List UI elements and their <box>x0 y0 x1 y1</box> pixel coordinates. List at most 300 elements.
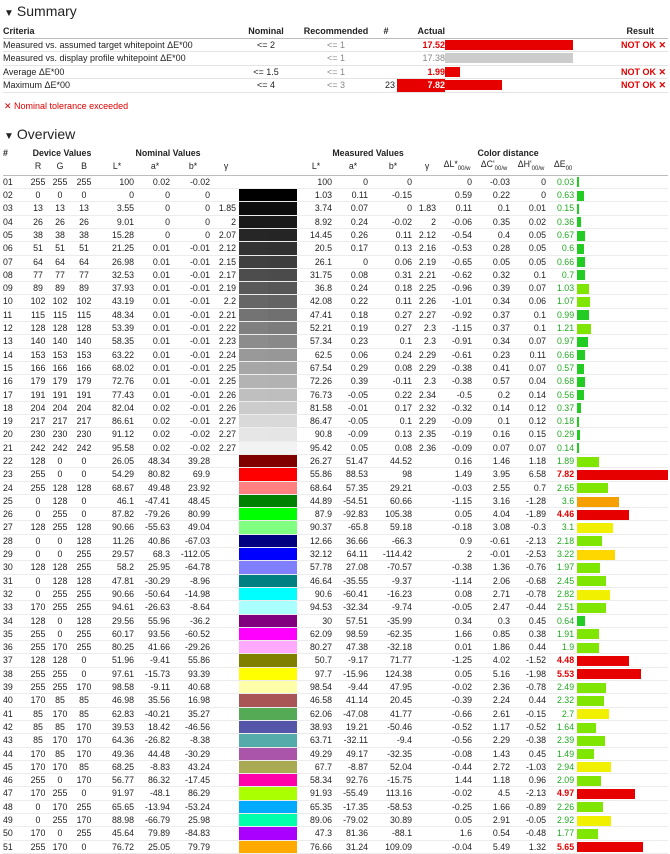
cell: -9.11 <box>137 681 173 694</box>
cell: -17.45 <box>173 774 213 787</box>
cell: 0 <box>27 574 49 587</box>
cell: 18 <box>3 401 27 414</box>
cell: 07 <box>3 255 27 268</box>
cell: 2.26 <box>213 401 239 414</box>
cell <box>213 667 239 680</box>
cell <box>213 814 239 827</box>
cell: 98.59 <box>335 627 371 640</box>
cell: 64.11 <box>335 548 371 561</box>
cell: 255 <box>71 175 97 188</box>
cell: 85 <box>27 720 49 733</box>
cell: 0.01 <box>137 308 173 321</box>
cell: -2.53 <box>513 548 549 561</box>
color-swatch <box>239 482 297 494</box>
cell: -64.78 <box>173 561 213 574</box>
delta-c-header: $\Delta C'_{00/w}$ <box>480 159 508 172</box>
cell: -0.01 <box>173 322 213 335</box>
nominal-values-header: Nominal Values <box>135 148 201 158</box>
delta-e-bar <box>577 204 579 214</box>
cell: 0.06 <box>371 255 415 268</box>
color-swatch <box>239 561 297 573</box>
cell: 32.12 <box>297 548 335 561</box>
cell: 57.51 <box>335 614 371 627</box>
color-swatch <box>239 827 297 839</box>
cell: 2.27 <box>213 441 239 454</box>
cell: 2.16 <box>415 242 439 255</box>
cell: 3.6 <box>549 494 577 507</box>
cell: 2.06 <box>475 574 513 587</box>
cell: 255 <box>49 814 71 827</box>
overview-heading[interactable]: ▼ Overview <box>4 126 76 142</box>
cell <box>213 747 239 760</box>
cell: 58.34 <box>297 774 335 787</box>
collapse-triangle-icon[interactable]: ▼ <box>4 8 14 19</box>
cell <box>415 641 439 654</box>
cell: 29 <box>3 548 27 561</box>
cell: 0.05 <box>513 242 549 255</box>
criteria-cell: Average ΔE*00 <box>3 65 235 79</box>
cell: -53.24 <box>173 800 213 813</box>
cell: 41.77 <box>371 707 415 720</box>
cell: 55.96 <box>137 614 173 627</box>
table-row <box>3 348 668 361</box>
actual-cell: 17.52 <box>397 38 445 52</box>
color-swatch <box>239 176 297 188</box>
cell: 38 <box>27 228 49 241</box>
cell: 113.16 <box>371 787 415 800</box>
cell: 191 <box>27 388 49 401</box>
cell: 0 <box>137 215 173 228</box>
cell: -1.98 <box>513 667 549 680</box>
cell: 0.05 <box>439 508 475 521</box>
table-row <box>3 255 668 268</box>
cell: -66.3 <box>371 534 415 547</box>
cell: 18.42 <box>137 720 173 733</box>
table-row <box>3 308 668 321</box>
cell: 76.66 <box>297 840 335 853</box>
cell: -50.46 <box>371 720 415 733</box>
delta-e-bar <box>577 337 588 347</box>
cell: 2.27 <box>213 415 239 428</box>
delta-e-bar <box>577 177 579 187</box>
result-cell <box>573 52 668 66</box>
cell: 2.82 <box>549 587 577 600</box>
cell <box>213 508 239 521</box>
cell: 0.7 <box>513 481 549 494</box>
cell <box>213 175 239 188</box>
cell: 12.66 <box>297 534 335 547</box>
cell: 128 <box>49 494 71 507</box>
cell: 0.11 <box>513 348 549 361</box>
summary-heading[interactable]: ▼ Summary <box>4 3 77 19</box>
cell: -40.21 <box>137 707 173 720</box>
cell: 170 <box>49 800 71 813</box>
cell: -0.01 <box>475 548 513 561</box>
cell: 42.08 <box>297 295 335 308</box>
delta-e-bar <box>577 284 589 294</box>
cell <box>415 508 439 521</box>
cell: 3.08 <box>475 521 513 534</box>
color-swatch <box>239 508 297 520</box>
color-swatch <box>239 269 297 281</box>
cell: 42 <box>3 720 27 733</box>
cell: 0.07 <box>513 335 549 348</box>
cell: 47.38 <box>335 641 371 654</box>
cell: 77 <box>71 268 97 281</box>
cell: 128 <box>27 614 49 627</box>
cell: -60.52 <box>173 627 213 640</box>
criteria-cell: Measured vs. assumed target whitepoint ΔE*00 <box>3 38 235 52</box>
cell: 0.7 <box>549 268 577 281</box>
delta-e-bar <box>577 669 641 679</box>
cell: 35 <box>3 627 27 640</box>
cell: 30 <box>297 614 335 627</box>
cell: 25.98 <box>173 814 213 827</box>
cell <box>213 734 239 747</box>
cell: 36.66 <box>335 534 371 547</box>
cell: 2.27 <box>415 308 439 321</box>
cell: 91.97 <box>97 787 137 800</box>
cell: 2.3 <box>415 375 439 388</box>
cell: 51.47 <box>335 454 371 467</box>
cell: 69.9 <box>173 468 213 481</box>
cell: 0.28 <box>475 242 513 255</box>
cell: 0.27 <box>371 308 415 321</box>
cell: 0.07 <box>513 282 549 295</box>
delta-e-bar <box>577 231 585 241</box>
cell: 0.32 <box>475 268 513 281</box>
cell: 49.48 <box>137 481 173 494</box>
table-row <box>3 827 668 840</box>
cell: -2.13 <box>513 534 549 547</box>
cell: 0.18 <box>335 308 371 321</box>
table-row <box>3 428 668 441</box>
cell: 0.34 <box>475 335 513 348</box>
cell: 255 <box>49 521 71 534</box>
cell: 23 <box>3 468 27 481</box>
cell: 0.02 <box>137 175 173 188</box>
cell: 14 <box>3 348 27 361</box>
cell: -0.01 <box>173 335 213 348</box>
delta-e-bar <box>577 616 584 626</box>
color-swatch <box>239 641 297 653</box>
cell: 32.53 <box>97 268 137 281</box>
device-values-header: Device Values <box>32 148 92 158</box>
count-cell <box>375 52 397 66</box>
cell: 0 <box>335 255 371 268</box>
cell: 24 <box>3 481 27 494</box>
actual-bar <box>445 80 502 90</box>
cell: -0.01 <box>173 242 213 255</box>
cell: 48.45 <box>173 494 213 507</box>
cell: 170 <box>71 774 97 787</box>
cell: 179 <box>27 375 49 388</box>
cell: 0.66 <box>549 255 577 268</box>
summary-table <box>3 25 668 93</box>
cell: 68.3 <box>137 548 173 561</box>
cell: 0 <box>513 175 549 188</box>
nominal-cell: <= 2 <box>235 38 297 52</box>
cell: 85 <box>71 694 97 707</box>
table-row <box>3 601 668 614</box>
cell: -0.89 <box>513 800 549 813</box>
cell: 38.93 <box>297 720 335 733</box>
table-row <box>3 734 668 747</box>
color-swatch <box>239 375 297 387</box>
table-row <box>3 787 668 800</box>
table-row <box>3 534 668 547</box>
cell <box>213 534 239 547</box>
cell: -30.29 <box>137 574 173 587</box>
cell: 0 <box>71 454 97 467</box>
cell: -84.83 <box>173 827 213 840</box>
cell: -0.08 <box>439 747 475 760</box>
cell: -32.11 <box>335 734 371 747</box>
cell: 170 <box>49 840 71 853</box>
cell: 0.57 <box>549 361 577 374</box>
cell: 98.54 <box>297 681 335 694</box>
cell: 2.32 <box>415 401 439 414</box>
cell <box>415 694 439 707</box>
cell <box>213 760 239 773</box>
g-header: G <box>56 161 64 172</box>
cell: 37.93 <box>97 282 137 295</box>
cell: -9.41 <box>137 654 173 667</box>
cell: 48 <box>3 800 27 813</box>
color-swatch <box>239 748 297 760</box>
cell: 2.2 <box>213 295 239 308</box>
cell: 63.71 <box>297 734 335 747</box>
cell: 26 <box>3 508 27 521</box>
cell: 0 <box>97 189 137 202</box>
cell: -0.01 <box>173 415 213 428</box>
cell: -0.38 <box>439 361 475 374</box>
cell: 0 <box>49 548 71 561</box>
cell: 255 <box>71 627 97 640</box>
cell: 0.11 <box>371 295 415 308</box>
cell: 0.05 <box>513 228 549 241</box>
cell <box>415 734 439 747</box>
cell <box>213 481 239 494</box>
cell: 92.76 <box>335 774 371 787</box>
cell: -0.02 <box>173 428 213 441</box>
cell: 105.38 <box>371 508 415 521</box>
cell: -0.01 <box>173 255 213 268</box>
cell <box>213 601 239 614</box>
cell: 19.21 <box>335 720 371 733</box>
cell: 0.13 <box>371 428 415 441</box>
cell: -1.01 <box>439 295 475 308</box>
cell <box>213 548 239 561</box>
cell: 12 <box>3 322 27 335</box>
cell: 7.82 <box>549 468 577 481</box>
cell: -0.05 <box>335 415 371 428</box>
cell: 0.02 <box>137 428 173 441</box>
color-swatch <box>239 588 297 600</box>
cell: 0.31 <box>371 268 415 281</box>
cell <box>213 787 239 800</box>
cell: -15.96 <box>335 667 371 680</box>
cell: 255 <box>49 601 71 614</box>
cell: 0.63 <box>549 189 577 202</box>
cell: 0.34 <box>475 295 513 308</box>
cell: 39 <box>3 681 27 694</box>
cell: -0.01 <box>173 295 213 308</box>
cell: 2.21 <box>213 308 239 321</box>
table-row <box>3 388 668 401</box>
cell: 85 <box>27 734 49 747</box>
cell: 57.35 <box>335 481 371 494</box>
summary-header-row <box>3 25 668 38</box>
cell: 217 <box>71 415 97 428</box>
cell: 128 <box>49 654 71 667</box>
color-swatch <box>239 455 297 467</box>
cell: 91.12 <box>97 428 137 441</box>
cell: -0.78 <box>513 587 549 600</box>
cell: 68.02 <box>97 361 137 374</box>
cell: -0.44 <box>513 601 549 614</box>
cell: 2.26 <box>549 800 577 813</box>
delta-e-bar <box>577 470 668 480</box>
cell: -48.1 <box>137 787 173 800</box>
result-cell: NOT OK ✕ <box>573 79 668 93</box>
color-swatch <box>239 535 297 547</box>
overview-column-header <box>3 159 668 175</box>
cell: 128 <box>49 481 71 494</box>
cell: -9.17 <box>335 654 371 667</box>
cell: 0.07 <box>335 202 371 215</box>
cell: -114.42 <box>371 548 415 561</box>
cell: -0.54 <box>439 228 475 241</box>
cell: 89 <box>71 282 97 295</box>
cell: 170 <box>49 760 71 773</box>
cell <box>415 827 439 840</box>
cell: 170 <box>71 747 97 760</box>
cell: 2 <box>415 215 439 228</box>
color-swatch <box>239 495 297 507</box>
cell: -1.15 <box>439 494 475 507</box>
cell: 0.02 <box>137 415 173 428</box>
table-row <box>3 561 668 574</box>
cell: 09 <box>3 282 27 295</box>
cell: 43.19 <box>97 295 137 308</box>
cell: -0.38 <box>439 561 475 574</box>
cell: 170 <box>49 734 71 747</box>
actual-cell: 17.38 <box>397 52 445 66</box>
cell: 34 <box>3 614 27 627</box>
cell: 0.29 <box>335 361 371 374</box>
cell: 255 <box>49 508 71 521</box>
color-swatch <box>239 242 297 254</box>
cell: 2.71 <box>475 587 513 600</box>
cell: 82.04 <box>97 401 137 414</box>
color-swatch <box>239 787 297 799</box>
cell: 2.17 <box>213 268 239 281</box>
cell: 55.86 <box>173 654 213 667</box>
delta-e-bar <box>577 443 579 453</box>
cell: 0.02 <box>137 441 173 454</box>
cell: 255 <box>27 840 49 853</box>
cell: -8.64 <box>173 601 213 614</box>
cell: 0.18 <box>371 282 415 295</box>
cell: 36 <box>3 641 27 654</box>
cell: 1.89 <box>549 454 577 467</box>
cell: 28 <box>3 534 27 547</box>
cell: -0.3 <box>513 521 549 534</box>
table-row <box>3 720 668 733</box>
cell <box>415 800 439 813</box>
cell: 43 <box>3 734 27 747</box>
cell: 49.29 <box>297 747 335 760</box>
color-swatch <box>239 189 297 201</box>
cell: 81.58 <box>297 401 335 414</box>
cell: 0.01 <box>137 255 173 268</box>
delta-e-bar <box>577 390 584 400</box>
cell: -1.28 <box>513 494 549 507</box>
cell: 0.11 <box>335 189 371 202</box>
cell: 242 <box>71 441 97 454</box>
cell: 90.66 <box>97 587 137 600</box>
color-swatch <box>239 774 297 786</box>
cell: 128 <box>27 521 49 534</box>
cell: -0.01 <box>173 268 213 281</box>
cell: 89 <box>49 282 71 295</box>
cell: 85 <box>71 760 97 773</box>
cell: 97.61 <box>97 667 137 680</box>
table-row <box>3 707 668 720</box>
cell: 0.59 <box>439 189 475 202</box>
cell: -26.82 <box>137 734 173 747</box>
cell: 0 <box>439 175 475 188</box>
cell: 3.16 <box>475 494 513 507</box>
cell: 29.56 <box>97 614 137 627</box>
cell: 31 <box>3 574 27 587</box>
cell: -58.53 <box>371 800 415 813</box>
cell: -0.56 <box>439 734 475 747</box>
cell: 1.85 <box>213 202 239 215</box>
delta-e-bar <box>577 523 613 533</box>
cell <box>415 521 439 534</box>
cell: 115 <box>49 308 71 321</box>
cell: 25.05 <box>137 840 173 853</box>
cell: 44.48 <box>137 747 173 760</box>
measured-a-header: a* <box>348 161 358 172</box>
count-header: # <box>375 25 397 38</box>
cell: 80.25 <box>97 641 137 654</box>
table-row <box>3 667 668 680</box>
cell <box>213 681 239 694</box>
cell: 0.01 <box>137 348 173 361</box>
cell: -0.15 <box>513 707 549 720</box>
cell: 0.1 <box>513 268 549 281</box>
cell: 4.04 <box>475 508 513 521</box>
cell: 2.34 <box>415 388 439 401</box>
cell: 44.52 <box>371 454 415 467</box>
cell: 0.08 <box>371 361 415 374</box>
cell: 3.55 <box>97 202 137 215</box>
summary-row <box>3 79 668 93</box>
cell: 0.96 <box>513 774 549 787</box>
cell <box>415 667 439 680</box>
cell: 0.29 <box>549 428 577 441</box>
cell: 1.32 <box>513 840 549 853</box>
cell <box>213 494 239 507</box>
cell: 35.27 <box>173 707 213 720</box>
actual-cell: 7.82 <box>397 79 445 93</box>
table-row <box>3 681 668 694</box>
delta-e-bar <box>577 656 629 666</box>
collapse-triangle-icon[interactable]: ▼ <box>4 131 14 142</box>
